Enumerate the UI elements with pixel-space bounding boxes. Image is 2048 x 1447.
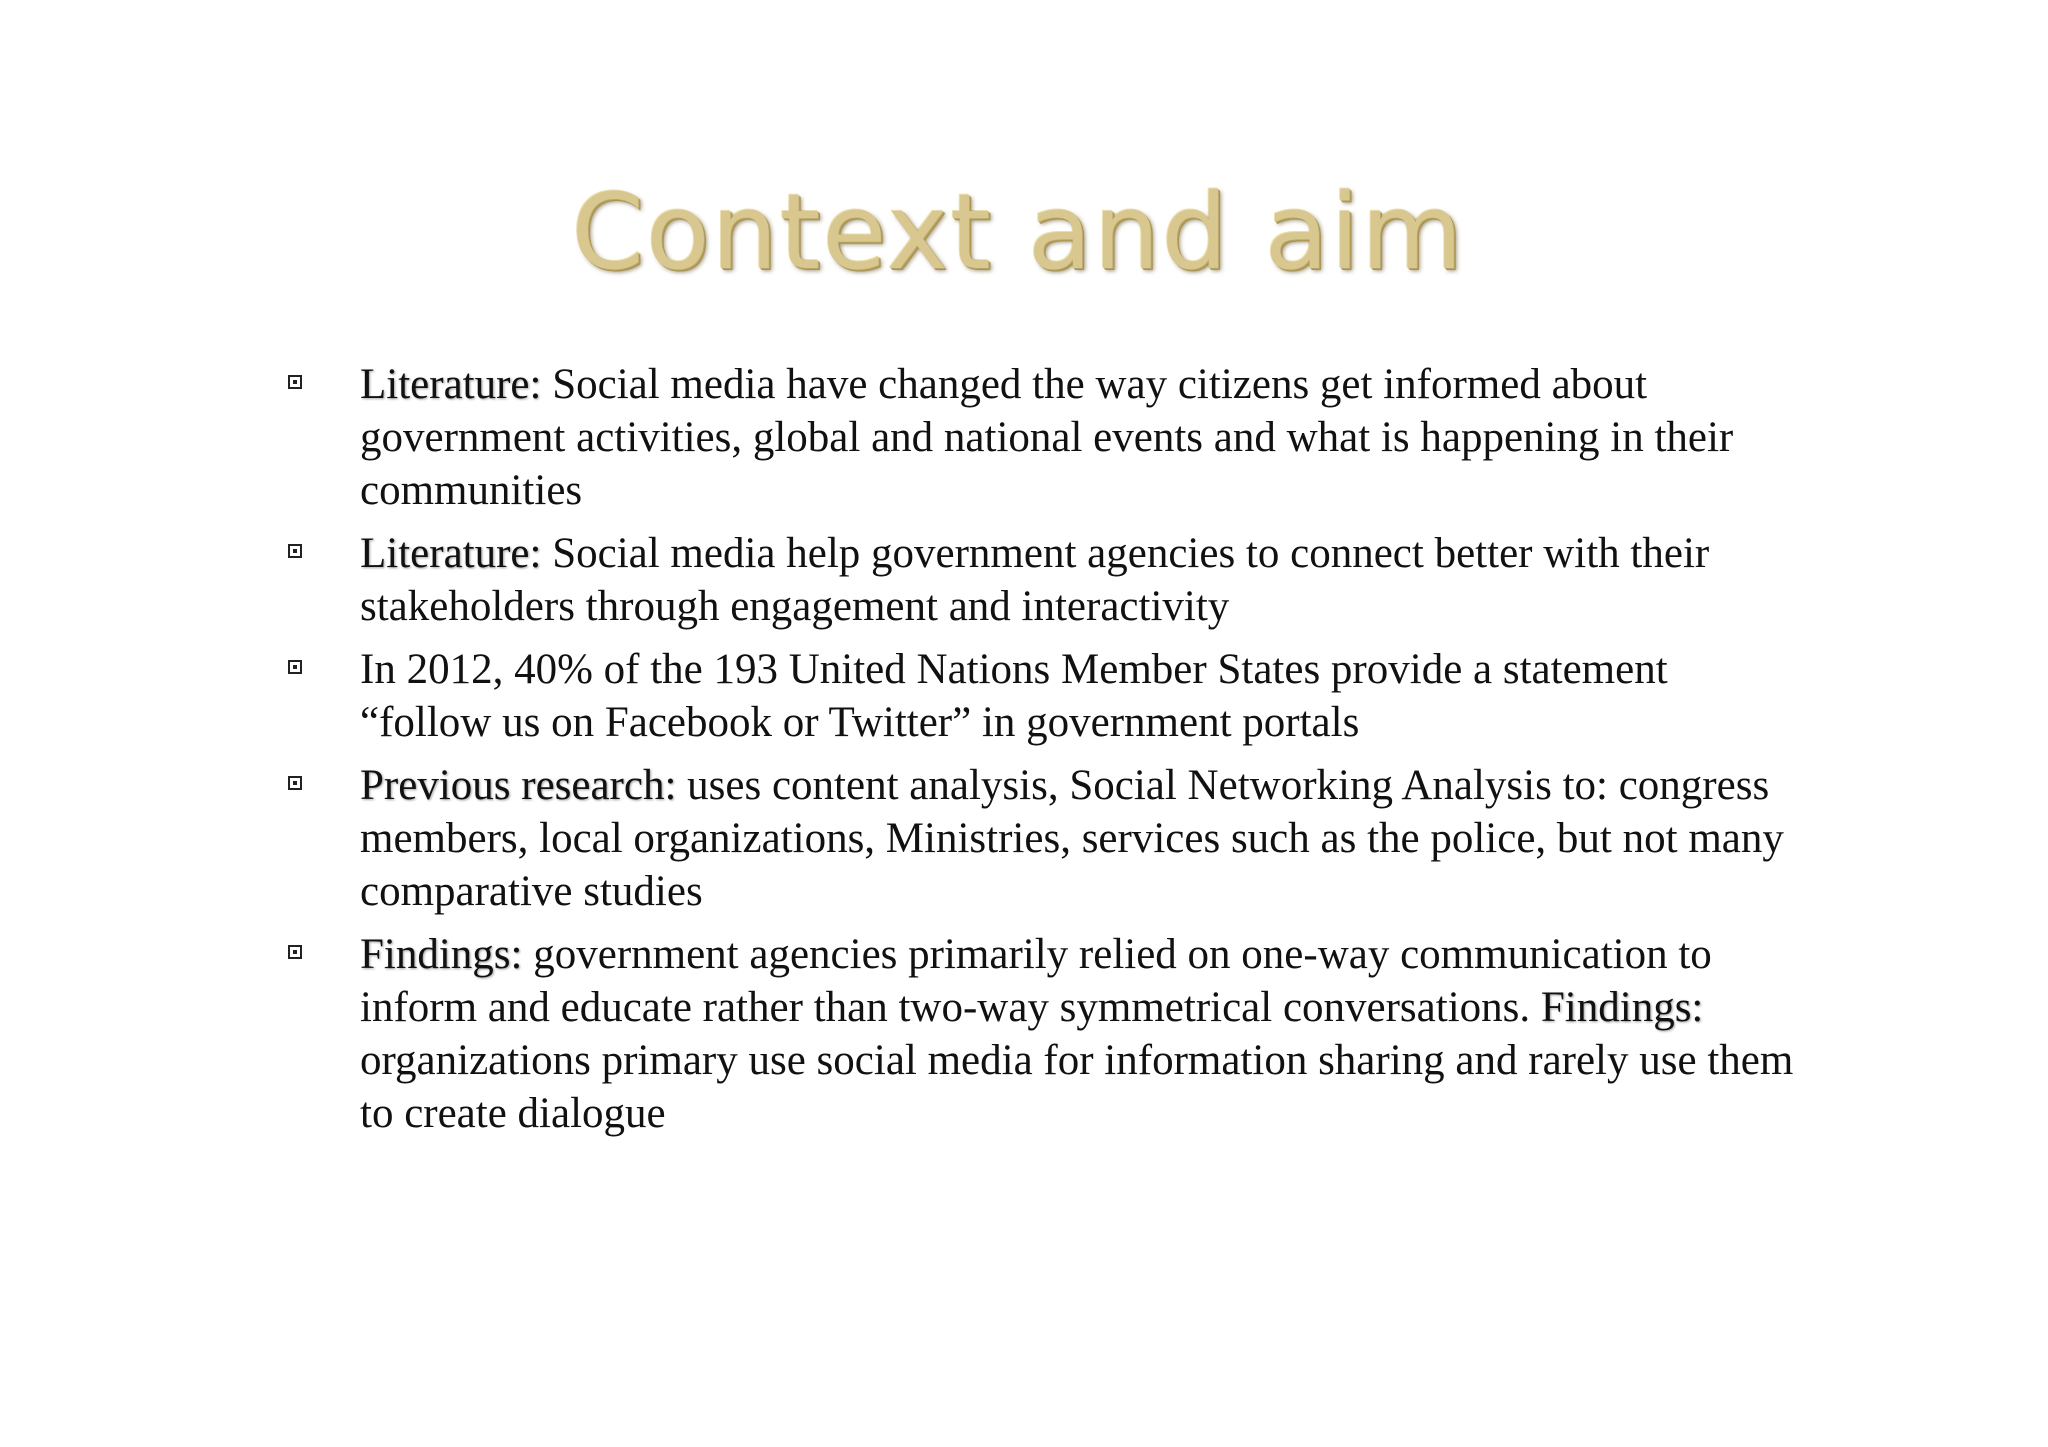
bullet-text: uses content analysis, Social Networking Analysis to: congress members, local organizations, Ministries, services such as the police, but not many comparative studies [360,762,1784,915]
bullet-lead-2: Findings: [1540,984,1704,1031]
bullet-item-5 [282,928,1802,1140]
bullet-lead: Literature: [360,530,542,577]
bullet-item-2 [282,527,1802,633]
bullet-text: government agencies primarily relied on one-way communication to inform and educate rather than two-way symmetrical conversations. [360,931,1712,1031]
slide-title-text: Context and aim [571,171,1465,293]
boxed-square-bullet-icon [288,544,302,558]
bullet-text: In 2012, 40% of the 193 United Nations Member States provide a statement “follow us on Facebook or Twitter” in government portals [360,646,1668,746]
slide-title [0,172,2048,292]
bullet-list [282,358,1802,1150]
boxed-square-bullet-icon [288,945,302,959]
bullet-text-2: organizations primary use social media for information sharing and rarely use them to create dialogue [360,1037,1794,1137]
bullet-item-1 [282,358,1802,517]
boxed-square-bullet-icon [288,660,302,674]
bullet-lead: Literature: [360,361,542,408]
boxed-square-bullet-icon [288,375,302,389]
bullet-lead: Findings: [360,931,523,978]
boxed-square-bullet-icon [288,776,302,790]
bullet-item-4 [282,759,1802,918]
bullet-item-3 [282,643,1802,749]
bullet-text: Social media have changed the way citizens get informed about government activities, global and national events and what is happening in their communities [360,361,1734,514]
bullet-lead: Previous research: [360,762,677,809]
bullet-text: Social media help government agencies to connect better with their stakeholders through engagement and interactivity [360,530,1710,630]
